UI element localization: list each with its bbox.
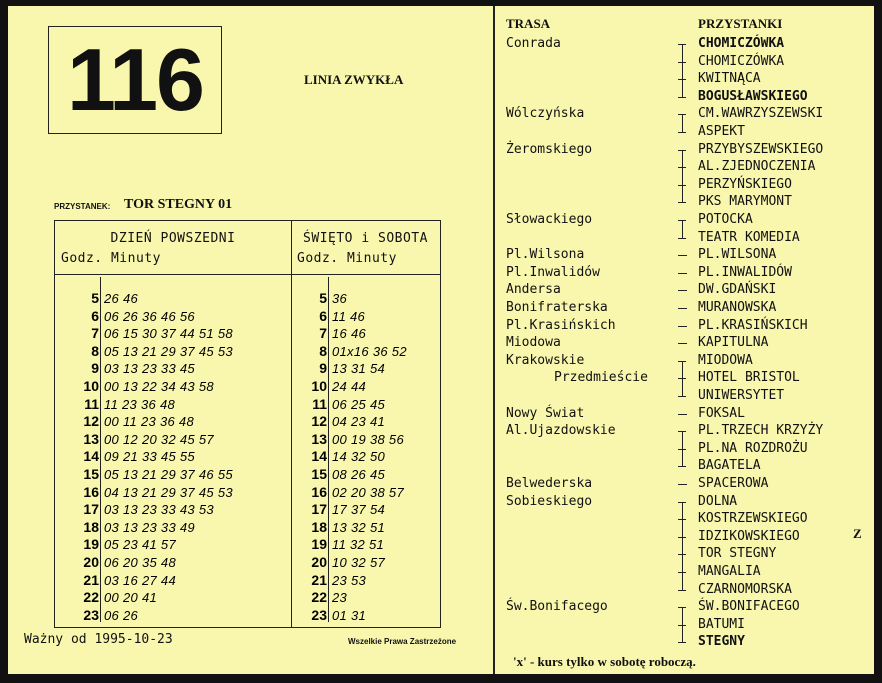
holiday-hour: 15 [311, 466, 327, 482]
stop-item: KAPITULNA [698, 335, 769, 351]
holiday-hour: 12 [311, 413, 327, 430]
route-bracket [682, 44, 683, 97]
route-tick [678, 396, 686, 397]
street-name: Żeromskiego [506, 141, 593, 157]
weekday-hour: 19 [83, 536, 99, 553]
holiday-minutes: 14 32 50 [332, 449, 386, 465]
weekday-subheader: Godz. Minuty [61, 251, 161, 266]
weekday-minutes: 05 13 21 29 37 45 53 [104, 343, 233, 359]
holiday-hour: 22 [311, 589, 327, 606]
weekday-hour: 6 [91, 307, 99, 324]
holiday-minutes: 16 46 [332, 326, 367, 342]
weekday-minutes: 04 13 21 29 37 45 53 [104, 484, 233, 500]
route-tick [678, 220, 686, 221]
route-tick [678, 167, 686, 168]
route-dash [678, 484, 687, 485]
route-tick [678, 44, 686, 45]
street-name: Al.Ujazdowskie [506, 423, 616, 439]
street-name: Św.Bonifacego [506, 599, 608, 615]
zone-marker: Z [853, 526, 862, 541]
stop-item: KWITNĄCA [698, 71, 761, 87]
weekday-hour: 7 [91, 325, 99, 342]
line-number: 116 [48, 26, 222, 134]
street-name: Przedmieście [554, 370, 648, 386]
stop-item: CHOMICZÓWKA [698, 53, 785, 69]
line-type: LINIA ZWYKŁA [304, 72, 404, 87]
route-tick [678, 642, 686, 643]
route-tick [678, 185, 686, 186]
stop-item: MURANOWSKA [698, 300, 777, 315]
holiday-minutes: 23 [332, 590, 348, 606]
route-tick [678, 572, 686, 573]
holiday-hour: 14 [311, 448, 327, 465]
holiday-hour: 10 [311, 378, 327, 394]
holiday-minutes: 13 32 51 [332, 519, 386, 535]
stop-item: MIODOWA [698, 352, 753, 368]
route-dash [678, 273, 687, 274]
weekday-minutes: 09 21 33 45 55 [104, 449, 195, 465]
holiday-hour: 16 [311, 483, 327, 500]
timetable-card [8, 6, 874, 674]
holiday-hour: 11 [312, 395, 327, 412]
weekday-hour: 13 [83, 430, 99, 447]
holiday-hour: 5 [319, 290, 327, 306]
holiday-hour: 19 [311, 536, 327, 553]
route-dash [678, 343, 687, 344]
route-tick [678, 537, 686, 538]
route-tick [678, 202, 686, 203]
stop-item: UNIWERSYTET [698, 388, 785, 403]
street-name: Pl.Wilsona [506, 247, 585, 263]
route-header: TRASA [506, 16, 551, 31]
holiday-hour: 13 [311, 430, 327, 447]
stop-item: PL.INWALIDÓW [698, 264, 792, 280]
holiday-title: ŚWIĘTO i SOBOTA [303, 231, 428, 246]
weekday-minutes: 03 13 23 33 49 [104, 519, 195, 535]
street-name: Krakowskie [506, 352, 585, 368]
stop-item: PL.NA ROZDROŻU [698, 440, 808, 456]
stop-item: BOGUSŁAWSKIEGO [698, 88, 808, 104]
stop-item: CM.WAWRZYSZEWSKI [698, 106, 824, 122]
stop-item: PRZYBYSZEWSKIEGO [698, 141, 824, 157]
stop-item: FOKSAL [698, 405, 745, 421]
header-rule [55, 274, 440, 275]
weekday-hour: 10 [83, 378, 99, 394]
street-name: Słowackiego [506, 212, 593, 227]
weekday-minutes: 06 26 36 46 56 [104, 308, 195, 324]
weekday-minutes: 03 16 27 44 [104, 572, 176, 588]
route-bracket [682, 220, 683, 238]
weekday-hour: 12 [83, 413, 99, 430]
route-tick [678, 449, 686, 450]
stop-item: IDZIKOWSKIEGO [698, 528, 800, 544]
street-name: Pl.Krasińskich [506, 317, 616, 333]
stop-item: TEATR KOMEDIA [698, 229, 800, 245]
holiday-minutes: 01x16 36 52 [332, 343, 407, 359]
route-tick [678, 502, 686, 503]
route-tick [678, 150, 686, 151]
route-bracket [682, 114, 683, 132]
holiday-hour: 9 [319, 360, 327, 377]
stop-item: ŚW.BONIFACEGO [698, 599, 800, 615]
weekday-minutes: 05 13 21 29 37 46 55 [104, 467, 233, 482]
weekday-minutes: 00 11 23 36 48 [104, 414, 194, 430]
stop-item: PL.TRZECH KRZYŻY [698, 423, 824, 439]
stop-item: AL.ZJEDNOCZENIA [698, 159, 816, 175]
stop-item: PL.KRASIŃSKICH [698, 317, 808, 333]
route-tick [678, 114, 686, 115]
weekday-hour: 8 [91, 342, 99, 359]
valid-from: Ważny od 1995-10-23 [24, 632, 173, 647]
stop-item: KOSTRZEWSKIEGO [698, 511, 808, 527]
street-name: Conrada [506, 36, 561, 51]
weekday-minutes: 11 23 36 48 [104, 396, 176, 412]
stop-item: MANGALIA [698, 564, 761, 579]
street-name: Wólczyńska [506, 106, 585, 122]
weekday-minutes: 00 13 22 34 43 58 [104, 379, 214, 394]
holiday-hour: 21 [311, 571, 327, 588]
holiday-hour: 6 [319, 307, 327, 324]
weekday-minutes: 06 26 [104, 607, 139, 623]
weekday-hour-rule [100, 277, 101, 622]
route-tick [678, 590, 686, 591]
holiday-minutes: 13 31 54 [332, 361, 386, 377]
stop-item: DW.GDAŃSKI [698, 282, 777, 298]
route-tick [678, 62, 686, 63]
route-tick [678, 607, 686, 608]
route-tick [678, 132, 686, 133]
route-tick [678, 378, 686, 379]
route-dash [678, 326, 687, 327]
weekday-minutes: 06 15 30 37 44 51 58 [104, 326, 233, 342]
weekday-hour: 18 [83, 518, 99, 535]
route-tick [678, 79, 686, 80]
stop-item: DOLNA [698, 493, 738, 509]
street-name: Belwederska [506, 476, 593, 491]
route-tick [678, 238, 686, 239]
route-tick [678, 97, 686, 98]
holiday-minutes: 23 53 [332, 572, 367, 588]
route-dash [678, 308, 687, 309]
holiday-hour: 7 [319, 325, 327, 342]
weekday-hour: 16 [83, 483, 99, 500]
stop-item: PL.WILSONA [698, 247, 777, 263]
stop-item: PERZYŃSKIEGO [698, 176, 792, 192]
weekday-hour: 23 [83, 606, 99, 623]
stop-item: CHOMICZÓWKA [698, 36, 785, 51]
holiday-minutes: 00 19 38 56 [332, 431, 404, 447]
holiday-minutes: 06 25 45 [332, 396, 386, 412]
route-tick [678, 361, 686, 362]
stop-item: STEGNY [698, 634, 745, 650]
weekday-hour: 21 [83, 571, 99, 588]
street-name: Sobieskiego [506, 493, 593, 509]
route-tick [678, 625, 686, 626]
stop-item: ASPEKT [698, 124, 745, 139]
stop-item: POTOCKA [698, 212, 753, 227]
stops-header: PRZYSTANKI [698, 16, 783, 31]
holiday-minutes: 04 23 41 [332, 414, 386, 430]
holiday-minutes: 08 26 45 [332, 467, 386, 482]
weekday-minutes: 03 13 23 33 45 [104, 361, 195, 377]
rights-notice: Wszelkie Prawa Zastrzeżone [348, 637, 457, 646]
holiday-minutes: 17 37 54 [332, 502, 386, 518]
holiday-minutes: 10 32 57 [332, 555, 386, 570]
weekday-hour: 15 [83, 466, 99, 482]
holiday-hour: 17 [311, 501, 327, 518]
holiday-hour: 8 [319, 342, 327, 359]
weekday-hour: 14 [83, 448, 99, 465]
stop-item: BAGATELA [698, 458, 761, 474]
street-name: Pl.Inwalidów [506, 264, 600, 280]
route-bracket [682, 150, 683, 203]
street-name: Miodowa [506, 335, 561, 351]
holiday-hour: 20 [311, 554, 327, 570]
departure-table [54, 220, 441, 628]
weekday-minutes: 00 12 20 32 45 57 [104, 431, 214, 447]
stop-item: TOR STEGNY [698, 546, 777, 562]
street-name: Nowy Świat [506, 405, 585, 421]
street-name: Bonifraterska [506, 300, 608, 315]
stop-item: BATUMI [698, 616, 745, 632]
holiday-hour-rule [328, 277, 329, 622]
holiday-minutes: 36 [332, 291, 348, 306]
footnote: 'x' - kurs tylko w sobotę roboczą. [513, 654, 696, 669]
route-tick [678, 554, 686, 555]
page-divider [493, 6, 495, 674]
route-dash [678, 290, 687, 291]
holiday-subheader: Godz. Minuty [297, 251, 397, 266]
stop-name: TOR STEGNY 01 [124, 197, 233, 212]
stop-item: CZARNOMORSKA [698, 581, 792, 597]
stop-item: HOTEL BRISTOL [698, 370, 800, 386]
route-tick [678, 519, 686, 520]
stop-label: PRZYSTANEK: [54, 202, 111, 211]
weekday-minutes: 26 46 [104, 291, 139, 306]
weekday-minutes: 00 20 41 [104, 590, 158, 606]
route-dash [678, 255, 687, 256]
route-tick [678, 431, 686, 432]
weekday-hour: 17 [83, 501, 99, 518]
weekday-title: DZIEŃ POWSZEDNI [110, 231, 236, 246]
stop-item: SPACEROWA [698, 476, 769, 491]
weekday-minutes: 06 20 35 48 [104, 555, 176, 570]
stop-item: PKS MARYMONT [698, 194, 792, 210]
weekday-minutes: 03 13 23 33 43 53 [104, 502, 214, 518]
holiday-hour: 18 [311, 518, 327, 535]
holiday-minutes: 02 20 38 57 [332, 484, 404, 500]
holiday-minutes: 11 46 [332, 308, 366, 324]
route-tick [678, 466, 686, 467]
weekday-hour: 5 [91, 290, 99, 306]
weekday-hour: 20 [83, 554, 99, 570]
weekday-hour: 9 [91, 360, 99, 377]
route-dash [678, 414, 687, 415]
weekday-hour: 22 [83, 589, 99, 606]
weekday-minutes: 05 23 41 57 [104, 537, 176, 553]
holiday-minutes: 24 44 [332, 379, 367, 394]
weekday-hour: 11 [84, 395, 99, 412]
route-bracket [682, 502, 683, 590]
holiday-minutes: 11 32 51 [332, 537, 385, 553]
street-name: Andersa [506, 282, 561, 298]
holiday-hour: 23 [311, 606, 327, 623]
holiday-minutes: 01 31 [332, 607, 367, 623]
